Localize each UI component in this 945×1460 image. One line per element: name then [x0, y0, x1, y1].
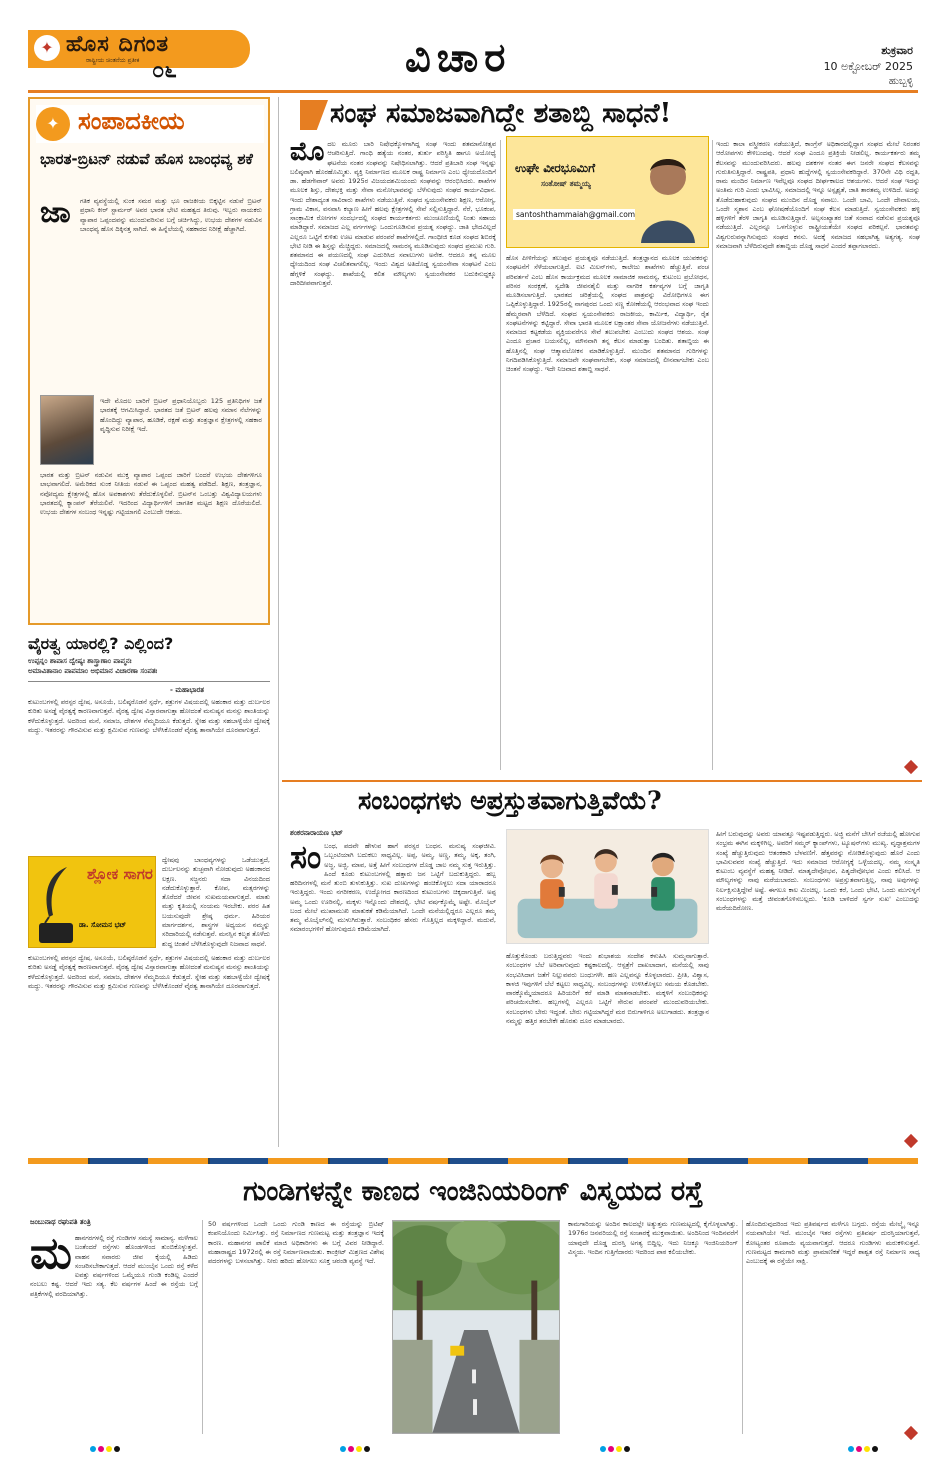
col-rule-2	[712, 140, 713, 770]
mid-article-col-1-text: ಬಂಧ, ಪದವೇ ಹೇಳುವ ಹಾಗೆ ಪರಸ್ಪರ ಬಂಧನ. ಮನುಷ್ಯ ಸಂಘಜೀವಿ. ಒಬ್ಬಂಟಿಯಾಗಿ ಬದುಕಲು ಸಾಧ್ಯವಿಲ್ಲ. ಅಪ್ಪ, ಅಮ್ಮ, ಅಣ್ಣ, ತಮ್ಮ, ಅಕ್ಕ, ತಂಗಿ, ಅಜ್ಜ, ಅಜ್ಜಿ, ಮಾವ, ಅತ್ತೆ ಹೀಗೆ ಸಂಬಂಧಗಳ ದೊಡ್ಡ ಜಾಲ ನಮ್ಮ ಸುತ್ತ ಇರುತ್ತಿತ್ತು. ಹಿಂದೆ ಕೂಡು ಕುಟುಂಬಗಳಲ್ಲಿ ಹತ್ತಾರು ಜನ ಒಟ್ಟಿಗೆ ಬದುಕುತ್ತಿದ್ದರು. ಹಬ್ಬ ಹರಿದಿನಗಳಲ್ಲಿ ಮನೆ ತುಂಬಿ ತುಳುಕುತ್ತಿತ್ತು. ಸುಖ ದುಃಖಗಳನ್ನು ಹಂಚಿಕೊಳ್ಳಲು ಸದಾ ಯಾರಾದರೂ ಇರುತ್ತಿದ್ದರು. ಇಂದು ನಗರೀಕರಣ, ಉದ್ಯೋಗದ ಕಾರಣದಿಂದ ಕುಟುಂಬಗಳು ಚಿಕ್ಕದಾಗುತ್ತಿವೆ. ಅಪ್ಪ ಅಮ್ಮ ಒಂದು ಊರಿನಲ್ಲಿ, ಮಕ್ಕಳು ಇನ್ನೊಂದು ದೇಶದಲ್ಲಿ. ಭೇಟಿ ವರ್ಷಕ್ಕೊಮ್ಮೆ ಅಷ್ಟೇ. ಮೊಬೈಲ್ ಬಂದ ಮೇಲೆ ಮುಖಾಮುಖಿ ಮಾತುಕತೆ ಕಡಿಮೆಯಾಗಿದೆ. ಒಂದೇ ಮನೆಯಲ್ಲಿದ್ದರೂ ಎಲ್ಲರೂ ತಮ್ಮ ತಮ್ಮ ಮೊಬೈಲ್‌ನಲ್ಲಿ ಮುಳುಗಿರುತ್ತಾರೆ. ಸಂಬಂಧಿಕರ ಹೆಸರು ಗೊತ್ತಿಲ್ಲದ ಮಕ್ಕಳಿದ್ದಾರೆ. ಮದುವೆ, ಸಮಾರಂಭಗಳಿಗೆ ಹೋಗುವುದೂ ಕಡಿಮೆಯಾಗಿದೆ.	[290, 842, 496, 934]
bottom-article-col-3: ಕಾಮಗಾರಿಯನ್ನು ಅಂದಿನ ಕಾಲದಲ್ಲೇ ಅತ್ಯುತ್ತಮ ಗುಣಮಟ್ಟದಲ್ಲಿ ಕೈಗೊಳ್ಳಲಾಗಿತ್ತು. 1976ರ ಜನವರಿಯಲ್ಲಿ ರಸ್ತೆ ಸಂಚಾರಕ್ಕೆ ಮುಕ್ತವಾಯಿತು. ಅಂದಿನಿಂದ ಇಂದಿನವರೆಗೆ ಯಾವುದೇ ದೊಡ್ಡ ದುರಸ್ತಿ ಅಗತ್ಯ ಬಿದ್ದಿಲ್ಲ. ಇದು ನಿಜಕ್ಕೂ ಇಂಜಿನಿಯರಿಂಗ್ ವಿಸ್ಮಯ. ಇಂದಿನ ಗುತ್ತಿಗೆದಾರರು ಇದರಿಂದ ಪಾಠ ಕಲಿಯಬೇಕು.	[568, 1220, 738, 1256]
author-photo	[635, 143, 701, 243]
page-number: ೦೬	[152, 58, 177, 83]
column-body: ಕುಟುಂಬಗಳಲ್ಲಿ ಪರಸ್ಪರ ದ್ವೇಷ, ಅಸೂಯೆ, ಬಲಿಷ್ಠರೊಡನೆ ಸ್ಪರ್ಧೆ, ಶತ್ರುಗಳ ವಿಷಯದಲ್ಲಿ ಅಹಂಕಾರ ಮತ್ತು ದುರ್ಬಲರ ಕುರಿತು ಅಸಡ್ಡೆ ವೈರತ್ವಕ್ಕೆ ಕಾರಣವಾಗುತ್ತವೆ. ವೈರತ್ವ ದ್ವೇಷ ವಿಸ್ತಾರವಾಗುತ್ತಾ ಹೋದಂತೆ ಮನುಷ್ಯನ ಮನಸ್ಸು ಶಾಂತಿಯನ್ನು ಕಳೆದುಕೊಳ್ಳುತ್ತದೆ. ಅದರಿಂದ ಮನೆ, ಸಮಾಜ, ದೇಶಗಳ ನೆಮ್ಮದಿಯೂ ಕೆಡುತ್ತದೆ. ಸ್ನೇಹ ಮತ್ತು ಸಹಬಾಳ್ವೆಯೇ ದ್ವೇಷಕ್ಕೆ ಮದ್ದು. ಇತರರನ್ನು ಗೌರವಿಸುವ ಮತ್ತು ಕ್ಷಮಿಸುವ ಗುಣವನ್ನು ಬೆಳೆಸಿಕೊಂಡರೆ ವೈರತ್ವ ತಾನಾಗಿಯೇ ದೂರವಾಗುತ್ತದೆ.	[28, 698, 270, 734]
registration-marks-left	[90, 1445, 122, 1454]
issue-day: ಶುಕ್ರವಾರ	[881, 44, 913, 57]
bottom-article-col-2: 50 ವರ್ಷಗಳಿಂದ ಒಂದೇ ಒಂದು ಗುಂಡಿ ಕಾಣದ ಈ ರಸ್ತೆಯನ್ನು ಬ್ರಿಟಿಷ್ ಕಂಪನಿಯೊಂದು ನಿರ್ಮಿಸಿತ್ತು. ರಸ್ತೆ ನಿರ್ಮಾಣದ ಗುಣಮಟ್ಟ ಮತ್ತು ತಂತ್ರಜ್ಞಾನ ಇದಕ್ಕೆ ಕಾರಣ. ಮಹಾನಗರ ಪಾಲಿಕೆ ಮಾಜಿ ಅಧಿಕಾರಿಗಳು ಈ ಬಗ್ಗೆ ವಿವರ ನೀಡಿದ್ದಾರೆ. ಮಹಾರಾಷ್ಟ್ರದ 1972ರಲ್ಲಿ ಈ ರಸ್ತೆ ನಿರ್ಮಾಣವಾಯಿತು. ಕಾಂಕ್ರೀಟ್ ಮಿಶ್ರಣದ ವಿಶೇಷ ಪದರಗಳನ್ನು ಬಳಸಲಾಗಿತ್ತು. ನೀರು ಹರಿದು ಹೋಗಲು ಸೂಕ್ತ ಚರಂಡಿ ವ್ಯವಸ್ಥೆ ಇದೆ.	[208, 1220, 384, 1265]
main-article-col-1-text: ದಲ ಮೂರು ಬಾರಿ ನಿಷೇಧಕ್ಕೊಳಗಾಗಿದ್ದ ಸಂಘ ಇಂದು ಶತಮಾನೋತ್ಸವ ಆಚರಿಸುತ್ತಿದೆ. ಗಾಂಧಿ ಹತ್ಯೆಯ ನಂತರ, ತುರ್ತು ಪರಿಸ್ಥಿತಿ ಹಾಗೂ ಅಯೋಧ್ಯೆ ಘಟನೆಯ ನಂತರ ಸಂಘವನ್ನು ನಿಷೇಧಿಸಲಾಗಿತ್ತು. ಆದರೆ ಪ್ರತಿಬಾರಿ ಸಂಘ ಇನ್ನಷ್ಟು ಬಲಿಷ್ಠವಾಗಿ ಹೊರಹೊಮ್ಮಿತು. ವ್ಯಕ್ತಿ ನಿರ್ಮಾಣದ ಮೂಲಕ ರಾಷ್ಟ್ರ ನಿರ್ಮಾಣ ಎಂಬ ಧ್ಯೇಯದೊಂದಿಗೆ ಡಾ. ಹೆಡಗೇವಾರ್ ಅವರು 1925ರ ವಿಜಯದಶಮಿಯಂದು ಸಂಘವನ್ನು ಆರಂಭಿಸಿದರು. ಶಾಖೆಗಳ ಮೂಲಕ ಶಿಸ್ತು, ದೇಶಭಕ್ತಿ ಮತ್ತು ಸೇವಾ ಮನೋಭಾವವನ್ನು ಬೆಳೆಸುವುದು ಸಂಘದ ಕಾರ್ಯವಿಧಾನ. ಇಂದು ದೇಶಾದ್ಯಂತ ಸಾವಿರಾರು ಶಾಖೆಗಳು ನಡೆಯುತ್ತಿವೆ. ಸಂಘದ ಸ್ವಯಂಸೇವಕರು ಶಿಕ್ಷಣ, ಆರೋಗ್ಯ, ಗ್ರಾಮ ವಿಕಾಸ, ವನವಾಸಿ ಕಲ್ಯಾಣ ಹೀಗೆ ಹಲವು ಕ್ಷೇತ್ರಗಳಲ್ಲಿ ಸೇವೆ ಸಲ್ಲಿಸುತ್ತಿದ್ದಾರೆ. ನೆರೆ, ಭೂಕಂಪ, ಸಾಂಕ್ರಾಮಿಕ ರೋಗಗಳ ಸಂದರ್ಭದಲ್ಲಿ ಸಂಘದ ಕಾರ್ಯಕರ್ತರು ಮುಂಚೂಣಿಯಲ್ಲಿ ನಿಂತು ಸಹಾಯ ಮಾಡಿದ್ದಾರೆ. ಸಮಾಜದ ಎಲ್ಲ ವರ್ಗಗಳನ್ನು ಒಂದುಗೂಡಿಸುವ ಪ್ರಯತ್ನ ಸಂಘದ್ದು. ಜಾತಿ ಭೇದವಿಲ್ಲದೆ ಎಲ್ಲರೂ ಒಟ್ಟಿಗೆ ಕುಳಿತು ಊಟ ಮಾಡುವ ಪರಂಪರೆ ಶಾಖೆಗಳಲ್ಲಿದೆ. ಗಾಂಧೀಜಿ ಕೂಡ ಸಂಘದ ಶಿಬಿರಕ್ಕೆ ಭೇಟಿ ನೀಡಿ ಈ ಶಿಸ್ತನ್ನು ಮೆಚ್ಚಿದ್ದರು. ಸಮಾಜದಲ್ಲಿ ಸಾಮರಸ್ಯ ಮೂಡಿಸುವುದು ಸಂಘದ ಪ್ರಮುಖ ಗುರಿ. ಶತಮಾನದ ಈ ಪಯಣದಲ್ಲಿ ಸಂಘ ಎದುರಿಸಿದ ಸವಾಲುಗಳು ಅನೇಕ. ಆದರೂ ತನ್ನ ಮೂಲ ಧ್ಯೇಯದಿಂದ ಸಂಘ ವಿಚಲಿತವಾಗಲಿಲ್ಲ. ಇಂದು ವಿಶ್ವದ ಅತಿದೊಡ್ಡ ಸ್ವಯಂಸೇವಾ ಸಂಘಟನೆ ಎಂಬ ಹೆಗ್ಗಳಿಕೆ ಸಂಘದ್ದು. ಶಾಖೆಯಲ್ಲಿ ಕಲಿತ ಮೌಲ್ಯಗಳು ಸ್ವಯಂಸೇವಕರ ಬದುಕಿನುದ್ದಕ್ಕೂ ದಾರಿದೀಪವಾಗುತ್ತವೆ.	[290, 140, 496, 287]
masthead-emblem-icon: ✦	[34, 35, 60, 61]
mid-article-author: ಶಂಕರನಾರಾಯಣ ಭಟ್	[290, 829, 343, 837]
bottom-article-headline[interactable]: ಗುಂಡಿಗಳನ್ನೇ ಕಾಣದ ಇಂಜಿನಿಯರಿಂಗ್ ವಿಸ್ಮಯದ ರಸ್ತೆ	[243, 1176, 703, 1207]
editorial-banner	[36, 105, 264, 143]
column-name: ಉಘೇ ವೀರಭೂಮಿಗೆ	[515, 161, 596, 175]
section-title: ವಿಚಾರ	[405, 34, 512, 81]
road-photo	[392, 1220, 560, 1434]
family-phones-illustration	[506, 829, 709, 944]
main-article-headline[interactable]: ಸಂಘ ಸಮಾಜವಾಗಿದ್ದೇ ಶತಾಬ್ದಿ ಸಾಧನೆ!	[330, 98, 672, 129]
mid-article-col-2: ಹೊತ್ತುಕೊಂಡು ಬರುತ್ತಿದ್ದವರು ಇಂದು ಶುಭಾಶಯ ಸಂದೇಶ ಕಳುಹಿಸಿ ಸುಮ್ಮನಾಗುತ್ತಾರೆ. ಸಂಬಂಧಗಳ ಬೆಲೆ ಅರಿವಾಗುವುದು ಕಷ್ಟಕಾಲದಲ್ಲಿ. ಆಸ್ಪತ್ರೆಗೆ ದಾಖಲಾದಾಗ, ಮನೆಯಲ್ಲಿ ಸಾವು ಸಂಭವಿಸಿದಾಗ ಜತೆಗೆ ನಿಲ್ಲುವವರು ಬಂಧುಗಳೇ. ಹಣ ಎಲ್ಲವನ್ನೂ ಕೊಳ್ಳಲಾರದು. ಪ್ರೀತಿ, ವಿಶ್ವಾಸ, ಕಾಳಜಿ ಇವುಗಳಿಗೆ ಬೆಲೆ ಕಟ್ಟಲು ಸಾಧ್ಯವಿಲ್ಲ. ಸಂಬಂಧಗಳನ್ನು ಉಳಿಸಿಕೊಳ್ಳಲು ಸಮಯ ಕೊಡಬೇಕು. ವಾರಕ್ಕೊಮ್ಮೆಯಾದರೂ ಹಿರಿಯರಿಗೆ ಕರೆ ಮಾಡಿ ಮಾತನಾಡಬೇಕು. ಮಕ್ಕಳಿಗೆ ಸಂಬಂಧಿಕರನ್ನು ಪರಿಚಯಿಸಬೇಕು. ಹಬ್ಬಗಳಲ್ಲಿ ಎಲ್ಲರೂ ಒಟ್ಟಿಗೆ ಸೇರುವ ಪರಂಪರೆ ಮುಂದುವರಿಯಬೇಕು. ಸಂಬಂಧಗಳು ಬೇರು ಇದ್ದಂತೆ. ಬೇರು ಗಟ್ಟಿಯಾಗಿದ್ದರೆ ಮರ ಬಿರುಗಾಳಿಗೂ ಅಲುಗಾಡದು. ತಂತ್ರಜ್ಞಾನ ನಮ್ಮನ್ನು ಹತ್ತಿರ ತರಬೇಕೇ ಹೊರತು ದೂರ ಮಾಡಬಾರದು.	[506, 952, 709, 1025]
editorial-emblem-icon: ✦	[36, 107, 70, 141]
editorial-dropcap: ಜಾ	[40, 195, 71, 230]
article-end-icon	[904, 760, 918, 774]
mid-article-end-icon	[904, 1134, 918, 1148]
masthead-tagline: ರಾಷ್ಟ್ರೀಯ ಚಿಂತನೆಯ ಪ್ರತೀಕ	[86, 57, 140, 64]
shloka-source: - ಮಹಾಭಾರತ	[170, 686, 204, 694]
author-name: ಸಂತೋಷ್ ತಮ್ಮಯ್ಯ	[541, 179, 591, 188]
shloka-author: ಡಾ. ಸೋಮನ ಭಟ್	[79, 921, 127, 929]
registration-marks-right	[600, 1445, 632, 1454]
shloka-line-1: ಉಪ್ಪನ್ನಂ ಶಾಪಾಸ ದ್ವೇಷ್ಯಃ ಶಾಸ್ತ್ರಾಣಾಂ ಪಾಪ್ಮನಃ	[28, 657, 132, 665]
page-header	[0, 0, 945, 92]
bottom-article-col-1	[30, 1234, 198, 1434]
author-card[interactable]	[506, 136, 709, 248]
quill-icon	[37, 865, 75, 925]
bottom-article-dropcap: ಮ	[30, 1234, 72, 1279]
column-headline[interactable]: ವೈರತ್ವ ಯಾರಲ್ಲಿ? ಎಲ್ಲಿಂದ?	[28, 634, 174, 653]
editorial-body-3: ಭಾರತ ಮತ್ತು ಬ್ರಿಟನ್ ನಡುವಿನ ಮುಕ್ತ ವ್ಯಾಪಾರ ಒಪ್ಪಂದ ಜಾರಿಗೆ ಬಂದರೆ ಉಭಯ ದೇಶಗಳಿಗೂ ಲಾಭವಾಗಲಿದೆ. ಅಮೆರಿಕದ ಸುಂಕ ನೀತಿಯ ನಡುವೆ ಈ ಒಪ್ಪಂದ ಮಹತ್ವ ಪಡೆದಿದೆ. ಶಿಕ್ಷಣ, ತಂತ್ರಜ್ಞಾನ, ನವೋದ್ಯಮ ಕ್ಷೇತ್ರಗಳಲ್ಲಿ ಹೊಸ ಅವಕಾಶಗಳು ತೆರೆದುಕೊಳ್ಳಲಿವೆ. ಬ್ರಿಟನ್‌ನ ಒಂಬತ್ತು ವಿಶ್ವವಿದ್ಯಾಲಯಗಳು ಭಾರತದಲ್ಲಿ ಕ್ಯಾಂಪಸ್ ತೆರೆಯಲಿವೆ. ಇದರಿಂದ ವಿದ್ಯಾರ್ಥಿಗಳಿಗೆ ಜಾಗತಿಕ ಮಟ್ಟದ ಶಿಕ್ಷಣ ದೊರೆಯಲಿದೆ. ಉಭಯ ದೇಶಗಳ ಸಂಬಂಧ ಇನ್ನಷ್ಟು ಗಟ್ಟಿಯಾಗಲಿ ಎಂಬುದೇ ಆಶಯ.	[40, 471, 262, 517]
editorial-body-2: ಇದೇ ಮೊದಲ ಬಾರಿಗೆ ಬ್ರಿಟನ್ ಪ್ರಧಾನಿಯೊಬ್ಬರು 125 ಪ್ರತಿನಿಧಿಗಳ ಜತೆ ಭಾರತಕ್ಕೆ ಆಗಮಿಸಿದ್ದಾರೆ. ಭಾರತದ ಜತೆ ಬ್ರಿಟನ್ ಹಲವು ಸಮಾನ ನೆಲೆಗಳನ್ನು ಹೊಂದಿದ್ದು ವ್ಯಾಪಾರ, ಹೂಡಿಕೆ, ರಕ್ಷಣೆ ಮತ್ತು ತಂತ್ರಜ್ಞಾನ ಕ್ಷೇತ್ರಗಳಲ್ಲಿ ಸಹಕಾರ ವೃದ್ಧಿಸುವ ನಿರೀಕ್ಷೆ ಇದೆ.	[100, 397, 262, 433]
color-stripe-divider	[28, 1158, 918, 1164]
header-divider	[28, 90, 918, 93]
registration-marks-far-right	[848, 1445, 880, 1454]
headline-accent	[300, 100, 328, 130]
mid-article-col-3: ಹೀಗೆ ಬರುವುದನ್ನು ಅವರು ಯಾವತ್ತೂ ಇಷ್ಟಪಡುತ್ತಿದ್ದರು. ಅಜ್ಜಿ ಮನೆಗೆ ಬೇಸಿಗೆ ರಜೆಯಲ್ಲಿ ಹೋಗುವ ಸಂಭ್ರಮ ಈಗಿನ ಮಕ್ಕಳಿಗಿಲ್ಲ. ಅವರಿಗೆ ಸಮ್ಮರ್ ಕ್ಯಾಂಪ್‌ಗಳು, ಟ್ಯೂಷನ್‌ಗಳು ಮುಖ್ಯ. ವೃದ್ಧಾಶ್ರಮಗಳ ಸಂಖ್ಯೆ ಹೆಚ್ಚುತ್ತಿರುವುದು ಆತಂಕಕಾರಿ ಬೆಳವಣಿಗೆ. ಹೆತ್ತವರನ್ನು ನೋಡಿಕೊಳ್ಳುವುದು ಹೊರೆ ಎಂದು ಭಾವಿಸುವವರ ಸಂಖ್ಯೆ ಹೆಚ್ಚುತ್ತಿದೆ. ಇದು ಸಮಾಜದ ಆರೋಗ್ಯಕ್ಕೆ ಒಳ್ಳೆಯದಲ್ಲ. ನಮ್ಮ ಸಂಸ್ಕೃತಿ ಕುಟುಂಬ ವ್ಯವಸ್ಥೆಗೆ ಮಹತ್ವ ನೀಡಿದೆ. ಮಾತೃದೇವೋಭವ, ಪಿತೃದೇವೋಭವ ಎಂದು ಕಲಿಸಿದೆ. ಆ ಮೌಲ್ಯಗಳನ್ನು ನಾವು ಮರೆಯಬಾರದು. ಸಂಬಂಧಗಳು ಅಪ್ರಸ್ತುತವಾಗುತ್ತಿಲ್ಲ, ನಾವು ಅವುಗಳನ್ನು ನಿರ್ಲಕ್ಷಿಸುತ್ತಿದ್ದೇವೆ ಅಷ್ಟೆ. ಈಗಲೂ ಕಾಲ ಮಿಂಚಿಲ್ಲ. ಒಂದು ಕರೆ, ಒಂದು ಭೇಟಿ, ಒಂದು ಮುಗುಳ್ನಗೆ ಸಂಬಂಧಗಳನ್ನು ಮತ್ತೆ ಜೀವಂತಗೊಳಿಸಬಲ್ಲದು. 'ಕೂಡಿ ಬಾಳಿದರೆ ಸ್ವರ್ಗ ಸುಖ' ಎಂಬುದನ್ನು ಮರೆಯದಿರೋಣ.	[716, 830, 920, 912]
editorial-headline[interactable]: ಭಾರತ-ಬ್ರಿಟನ್ ನಡುವೆ ಹೊಸ ಬಾಂಧವ್ಯ ಶಕೆ	[40, 150, 253, 168]
bottom-col-rule-1	[202, 1220, 203, 1434]
author-email[interactable]: santoshthammaiah@gmail.com	[513, 209, 638, 220]
masthead[interactable]	[28, 30, 250, 68]
left-column-rule	[278, 97, 279, 1147]
shloka-sagara-badge	[28, 856, 156, 948]
registration-marks-center	[340, 1445, 372, 1454]
edition-city: ಹುಬ್ಬಳ್ಳಿ	[888, 76, 913, 87]
main-article-col-1	[290, 140, 496, 772]
editorial-box	[28, 97, 270, 625]
shloka-side-text: ದ್ವೇಷವು ಬಾಂಧವ್ಯಗಳನ್ನು ಒಡೆಯುತ್ತದೆ, ದುರ್ಬಲನನ್ನು ತುಚ್ಛವಾಗಿ ನೋಡುವುದು ಅಹಂಕಾರದ ಲಕ್ಷಣ. ಸಜ್ಜನರು ಸದಾ ವಿನಯದಿಂದ ನಡೆದುಕೊಳ್ಳುತ್ತಾರೆ. ಕೋಪ, ಮತ್ಸರಗಳನ್ನು ತೊರೆದರೆ ಜೀವನ ಸುಖಮಯವಾಗುತ್ತದೆ. ಮಾತು ಮತ್ತು ಕೃತಿಯಲ್ಲಿ ಸಂಯಮ ಇರಬೇಕು. ಪರರ ಹಿತ ಬಯಸುವುದೇ ಶ್ರೇಷ್ಠ ಧರ್ಮ. ಹಿರಿಯರ ಮಾರ್ಗದರ್ಶನ, ಶಾಸ್ತ್ರಗಳ ಅಧ್ಯಯನ ನಮ್ಮನ್ನು ಸರಿದಾರಿಯಲ್ಲಿ ನಡೆಸುತ್ತವೆ. ಮನಸ್ಸಿನ ಕಲ್ಮಶ ತೊಳೆದು ಶುದ್ಧ ಚಿಂತನೆ ಬೆಳೆಸಿಕೊಳ್ಳುವುದೇ ನಿಜವಾದ ಸಾಧನೆ.	[162, 856, 270, 948]
shloka-body: ಕುಟುಂಬಗಳಲ್ಲಿ ಪರಸ್ಪರ ದ್ವೇಷ, ಅಸೂಯೆ, ಬಲಿಷ್ಠರೊಡನೆ ಸ್ಪರ್ಧೆ, ಶತ್ರುಗಳ ವಿಷಯದಲ್ಲಿ ಅಹಂಕಾರ ಮತ್ತು ದುರ್ಬಲರ ಕುರಿತು ಅಸಡ್ಡೆ ವೈರತ್ವಕ್ಕೆ ಕಾರಣವಾಗುತ್ತವೆ. ವೈರತ್ವ ದ್ವೇಷ ವಿಸ್ತಾರವಾಗುತ್ತಾ ಹೋದಂತೆ ಮನುಷ್ಯನ ಮನಸ್ಸು ಶಾಂತಿಯನ್ನು ಕಳೆದುಕೊಳ್ಳುತ್ತದೆ. ಅದರಿಂದ ಮನೆ, ಸಮಾಜ, ದೇಶಗಳ ನೆಮ್ಮದಿಯೂ ಕೆಡುತ್ತದೆ. ಸ್ನೇಹ ಮತ್ತು ಸಹಬಾಳ್ವೆಯೇ ದ್ವೇಷಕ್ಕೆ ಮದ್ದು. ಇತರರನ್ನು ಗೌರವಿಸುವ ಮತ್ತು ಕ್ಷಮಿಸುವ ಗುಣವನ್ನು ಬೆಳೆಸಿಕೊಂಡರೆ ವೈರತ್ವ ತಾನಾಗಿಯೇ ದೂರವಾಗುತ್ತದೆ.	[28, 954, 270, 990]
section-divider	[282, 780, 922, 782]
main-article-col-3: ಇಂದು ಕಾಲಾ ವಸ್ತ್ರೀಕರಣ ನಡೆಯುತ್ತಿದೆ, ಕಾಂಗ್ರೆಸ್ ಅಧಿಕಾರದಲ್ಲಿದ್ದಾಗ ಸಂಘದ ಮೇಲೆ ನಿರಂತರ ಆರೋಪಗಳು ಕೇಳಿಬಂದವು. ಆದರೆ ಸಂಘ ಎಂದೂ ಪ್ರತಿಕ್ರಿಯೆ ನೀಡಲಿಲ್ಲ. ಕಾರ್ಯಕರ್ತರು ತಮ್ಮ ಕೆಲಸವನ್ನು ಮುಂದುವರಿಸಿದರು. ಹಲವು ದಶಕಗಳ ನಂತರ ಈಗ ಜನರೇ ಸಂಘದ ಕೆಲಸವನ್ನು ಗುರುತಿಸುತ್ತಿದ್ದಾರೆ. ರಾಷ್ಟ್ರಪತಿ, ಪ್ರಧಾನಿ ಹುದ್ದೆಗಳಲ್ಲಿ ಸ್ವಯಂಸೇವಕರಿದ್ದಾರೆ. 370ನೇ ವಿಧಿ ರದ್ದತಿ, ರಾಮ ಮಂದಿರ ನಿರ್ಮಾಣ ಇವೆಲ್ಲವೂ ಸಂಘದ ದೀರ್ಘಕಾಲದ ಆಶಯಗಳು. ಆದರೆ ಸಂಘ ಇದನ್ನು ಅಂತಿಮ ಗುರಿ ಎಂದು ಭಾವಿಸಿಲ್ಲ. ಸಮಾಜದಲ್ಲಿ ಇನ್ನೂ ಅಸ್ಪೃಶ್ಯತೆ, ಜಾತಿ ತಾರತಮ್ಯ ಉಳಿದಿದೆ. ಅದನ್ನು ತೊಡೆದುಹಾಕುವುದು ಸಂಘದ ಮುಂದಿನ ದೊಡ್ಡ ಸವಾಲು. ಒಂದೇ ಬಾವಿ, ಒಂದೇ ದೇವಾಲಯ, ಒಂದೇ ಸ್ಮಶಾನ ಎಂಬ ಘೋಷಣೆಯೊಂದಿಗೆ ಸಂಘ ಕೆಲಸ ಮಾಡುತ್ತಿದೆ. ಸ್ವಯಂಸೇವಕರು ಹಳ್ಳಿ ಹಳ್ಳಿಗಳಿಗೆ ತೆರಳಿ ಜಾಗೃತಿ ಮೂಡಿಸುತ್ತಿದ್ದಾರೆ. ಅಲ್ಪಸಂಖ್ಯಾತರ ಜತೆ ಸಂವಾದ ನಡೆಸುವ ಪ್ರಯತ್ನವೂ ನಡೆಯುತ್ತಿದೆ. ಎಲ್ಲರನ್ನೂ ಒಳಗೊಳ್ಳುವ ರಾಷ್ಟ್ರೀಯತೆಯೇ ಸಂಘದ ಪರಿಕಲ್ಪನೆ. ಭಾರತವನ್ನು ವಿಶ್ವಗುರುವನ್ನಾಗಿಸುವುದು ಸಂಘದ ಕನಸು. ಅದಕ್ಕೆ ಸಮಾಜದ ಸಹಭಾಗಿತ್ವ ಅತ್ಯಗತ್ಯ. ಸಂಘ ಸಮಾಜವಾಗಿ ಬೆಳೆದಿರುವುದೇ ಶತಾಬ್ದಿಯ ದೊಡ್ಡ ಸಾಧನೆ ಎಂದರೆ ತಪ್ಪಾಗಲಾರದು.	[716, 140, 920, 250]
editorial-photo	[40, 395, 94, 465]
mid-article-col-1	[290, 842, 496, 1142]
masthead-title: ಹೊಸ ದಿಗಂತ	[66, 32, 170, 57]
bottom-article-col-4: ಹೊಂದಿರುವುದರಿಂದ ಇದು ಪ್ರತಿವರ್ಷದ ಮಳೆಗೂ ಬಗ್ಗದು. ರಸ್ತೆಯ ಮೇಲ್ಮೈ ಇನ್ನೂ ನಯವಾಗಿಯೇ ಇದೆ. ಮುಂಬೈನ ಇತರ ರಸ್ತೆಗಳು ಪ್ರತಿವರ್ಷ ದುರಸ್ತಿಯಾಗುತ್ತವೆ, ಕೋಟ್ಯಂತರ ರೂಪಾಯಿ ವ್ಯಯವಾಗುತ್ತದೆ. ಆದರೂ ಗುಂಡಿಗಳು ಮರುಕಳಿಸುತ್ತವೆ. ಗುಣಮಟ್ಟದ ಕಾಮಗಾರಿ ಮತ್ತು ಪ್ರಾಮಾಣಿಕತೆ ಇದ್ದರೆ ಶಾಶ್ವತ ರಸ್ತೆ ನಿರ್ಮಾಣ ಸಾಧ್ಯ ಎಂಬುದಕ್ಕೆ ಈ ರಸ್ತೆಯೇ ಸಾಕ್ಷಿ.	[746, 1220, 920, 1265]
mid-article-headline[interactable]: ಸಂಬಂಧಗಳು ಅಪ್ರಸ್ತುತವಾಗುತ್ತಿವೆಯೆ?	[358, 786, 662, 815]
main-article-col-2: ಹೊಸ ಪೀಳಿಗೆಯನ್ನು ತಲುಪುವ ಪ್ರಯತ್ನವೂ ನಡೆಯುತ್ತಿದೆ. ತಂತ್ರಜ್ಞಾನದ ಮೂಲಕ ಯುವಕರನ್ನು ಸಂಘಟನೆಗೆ ಸೆಳೆಯಲಾಗುತ್ತಿದೆ. ಐಟಿ ಮಿಲನ್‌ಗಳು, ಕಾಲೇಜು ಶಾಖೆಗಳು ಹೆಚ್ಚುತ್ತಿವೆ. ಪಂಚ ಪರಿವರ್ತನೆ ಎಂಬ ಹೊಸ ಕಾರ್ಯಕ್ರಮದ ಮೂಲಕ ಸಾಮಾಜಿಕ ಸಾಮರಸ್ಯ, ಕುಟುಂಬ ಪ್ರಬೋಧನ, ಪರಿಸರ ಸಂರಕ್ಷಣೆ, ಸ್ವದೇಶಿ ಜೀವನಶೈಲಿ ಮತ್ತು ನಾಗರಿಕ ಕರ್ತವ್ಯಗಳ ಬಗ್ಗೆ ಜಾಗೃತಿ ಮೂಡಿಸಲಾಗುತ್ತಿದೆ. ಭಾರತದ ಚರಿತ್ರೆಯಲ್ಲಿ ಸಂಘದ ಪಾತ್ರವನ್ನು ವಿರೋಧಿಗಳೂ ಈಗ ಒಪ್ಪಿಕೊಳ್ಳುತ್ತಿದ್ದಾರೆ. 1925ರಲ್ಲಿ ನಾಗಪುರದ ಒಂದು ಸಣ್ಣ ಕೋಣೆಯಲ್ಲಿ ಆರಂಭವಾದ ಸಂಘ ಇಂದು ಹೆಮ್ಮರವಾಗಿ ಬೆಳೆದಿದೆ. ಸಂಘದ ಸ್ವಯಂಸೇವಕರು ರಾಜಕೀಯ, ಕಾರ್ಮಿಕ, ವಿದ್ಯಾರ್ಥಿ, ರೈತ ಸಂಘಟನೆಗಳನ್ನು ಕಟ್ಟಿದ್ದಾರೆ. ಸೇವಾ ಭಾರತಿ ಮೂಲಕ ಲಕ್ಷಾಂತರ ಸೇವಾ ಯೋಜನೆಗಳು ನಡೆಯುತ್ತಿವೆ. ಸಮಾಜದ ಕಟ್ಟಕಡೆಯ ವ್ಯಕ್ತಿಯವರೆಗೂ ಸೇವೆ ತಲುಪಬೇಕು ಎಂಬುದು ಸಂಘದ ಆಶಯ. ಸಂಘ ಎಂದೂ ಪ್ರಚಾರ ಬಯಸಲಿಲ್ಲ, ಮೌನವಾಗಿ ತನ್ನ ಕೆಲಸ ಮಾಡುತ್ತಾ ಬಂದಿತು. ಶತಾಬ್ದಿಯ ಈ ಹೊತ್ತಿನಲ್ಲಿ ಸಂಘ ಆತ್ಮಾವಲೋಕನ ಮಾಡಿಕೊಳ್ಳುತ್ತಿದೆ. ಮುಂದಿನ ಶತಮಾನದ ಗುರಿಗಳನ್ನು ನಿಗದಿಪಡಿಸಿಕೊಳ್ಳುತ್ತಿದೆ. ಸಮಾಜವೇ ಸಂಘವಾಗಬೇಕು, ಸಂಘ ಸಮಾಜದಲ್ಲಿ ಲೀನವಾಗಬೇಕು ಎಂಬ ಚಿಂತನೆ ಸಂಘದ್ದು. ಇದೇ ನಿಜವಾದ ಶತಾಬ್ದಿ ಸಾಧನೆ.	[506, 254, 709, 373]
column-divider	[28, 681, 270, 682]
editorial-label: ಸಂಪಾದಕೀಯ	[78, 107, 185, 135]
ink-pot-icon	[39, 923, 73, 943]
bottom-col-rule-2	[742, 1220, 743, 1434]
editorial-body-1: ಗತಿಕ ವ್ಯವಸ್ಥೆಯಲ್ಲಿ ಸುಂಕ ಸಮರ ಮತ್ತು ಭೂ ರಾಜಕೀಯ ಬಿಕ್ಕಟ್ಟಿನ ನಡುವೆ ಬ್ರಿಟನ್ ಪ್ರಧಾನಿ ಕೀರ್ ಸ್ಟಾರ್ಮರ್ ಅವರ ಭಾರತ ಭೇಟಿ ಮಹತ್ವದ ತಿರುವು. ಇಬ್ಬರು ನಾಯಕರು ವ್ಯಾಪಾರ ಒಪ್ಪಂದವನ್ನು ಮುಂದುವರಿಸುವ ಬಗ್ಗೆ ಚರ್ಚಿಸಿದ್ದು, ಉಭಯ ದೇಶಗಳ ನಡುವಿನ ಬಾಂಧವ್ಯ ಹೊಸ ದಿಕ್ಕಿನತ್ತ ಸಾಗಿದೆ. ಈ ಹಿನ್ನೆಲೆಯಲ್ಲಿ ಸಹಕಾರದ ನಿರೀಕ್ಷೆ ಹೆಚ್ಚಾಗಿದೆ.	[80, 197, 262, 233]
shloka-line-2: ಅಮಾವಿತಾನಾಂ ಪಾಪಮಾಂ ಅಭಿಮಾನ ವಿಚಾರಣಾ ಸಂಪತಃ	[28, 667, 158, 675]
issue-date: 10 ಅಕ್ಟೋಬರ್ 2025	[823, 60, 913, 73]
main-article-dropcap: ಮೊ	[290, 140, 325, 167]
mid-article-dropcap: ಸಂ	[290, 842, 322, 876]
bottom-article-author: ಜಂಬುನಾಥ ರಘುಪತಿ ತಂತ್ರಿ	[30, 1218, 91, 1226]
col-rule-1	[500, 140, 501, 770]
bottom-article-col-1-text: ಹಾನಗರಗಳಲ್ಲಿ ರಸ್ತೆ ಗುಂಡಿಗಳ ಸಮಸ್ಯೆ ಸಾಮಾನ್ಯ. ಮಳೆಗಾಲ ಬಂತೆಂದರೆ ರಸ್ತೆಗಳು ಹೊಂಡಗಳಿಂದ ತುಂಬಿಕೊಳ್ಳುತ್ತವೆ. ವಾಹನ ಸವಾರರು ಜೀವ ಕೈಯಲ್ಲಿ ಹಿಡಿದು ಸಂಚರಿಸಬೇಕಾಗುತ್ತದೆ. ಆದರೆ ಮುಂಬೈನ ಒಂದು ರಸ್ತೆ ಕಳೆದ ಐವತ್ತು ವರ್ಷಗಳಿಂದ ಒಮ್ಮೆಯೂ ಗುಂಡಿ ಕಂಡಿಲ್ಲ ಎಂದರೆ ನಂಬಲು ಕಷ್ಟ. ಆದರೆ ಇದು ಸತ್ಯ. ಕೆಲ ವರ್ಷಗಳ ಹಿಂದೆ ಈ ರಸ್ತೆಯ ಬಗ್ಗೆ ಪತ್ರಿಕೆಗಳಲ್ಲಿ ವರದಿಯಾಗಿತ್ತು.	[30, 1234, 198, 1298]
shloka-sagara-title: ಶ್ಲೋಕ ಸಾಗರ	[87, 865, 153, 883]
